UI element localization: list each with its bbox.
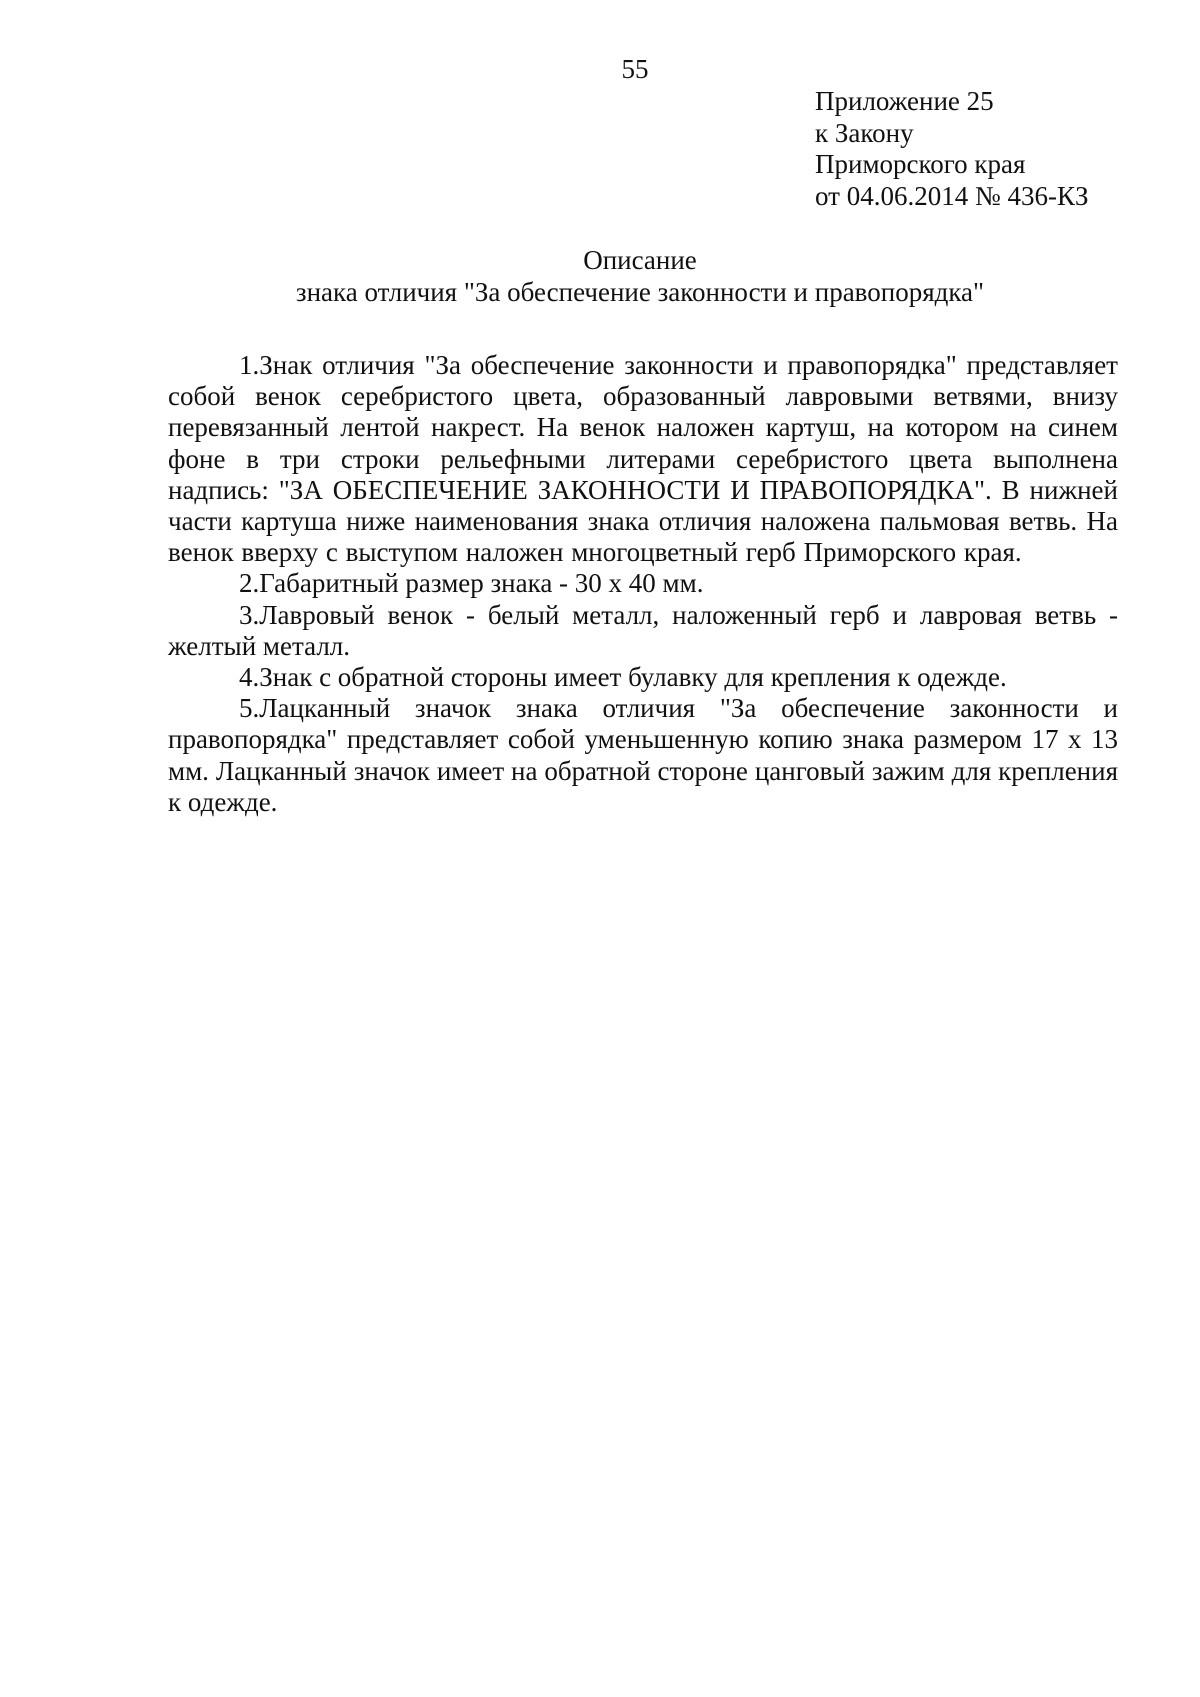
paragraph-2: 2.Габаритный размер знака - 30 x 40 мм. — [239, 568, 704, 599]
title-subheading: знака отличия "За обеспечение законности и правопорядка" — [295, 276, 985, 307]
document-body — [168, 350, 1118, 818]
appendix-line-2: к Закону — [815, 117, 914, 148]
paragraph-3: 3.Лавровый венок - белый металл, наложенный герб и лавровая ветвь - желтый металл. — [168, 599, 1118, 661]
paragraph-4: 4.Знак с обратной стороны имеет булавку для крепления к одежде. — [239, 662, 1007, 693]
page-number: 55 — [621, 54, 649, 84]
title-heading: Описание — [583, 245, 697, 275]
document-title — [160, 245, 1120, 308]
paragraph-1: 1.Знак отличия "За обеспечение законности и правопорядка" представляет собой венок серебристого цвета, образованный лавровыми ветвями, внизу перевязанный лентой накрест. На венок наложен картуш, на котором на синем фоне в три строки рельефными литерами серебристого цвета выполнена надпись: "ЗА ОБЕСПЕЧЕНИЕ ЗАКОННОСТИ И ПРАВОПОРЯДКА". В нижней части картуша ниже наименования знака отличия наложена пальмовая ветвь. На венок вверху с выступом наложен многоцветный герб Приморского края. — [168, 350, 1118, 568]
appendix-line-4: от 04.06.2014 № 436-КЗ — [815, 180, 1089, 211]
appendix-line-3: Приморского края — [815, 149, 1026, 179]
paragraph-5: 5.Лацканный значок знака отличия "За обеспечение законности и правопорядка" представляет собой уменьшенную копию знака размером 17 x 13 мм. Лацканный значок имеет на обратной стороне цанговый зажим для крепления к одежде. — [168, 693, 1118, 817]
appendix-reference — [815, 86, 1088, 212]
appendix-line-1: Приложение 25 — [815, 86, 994, 116]
